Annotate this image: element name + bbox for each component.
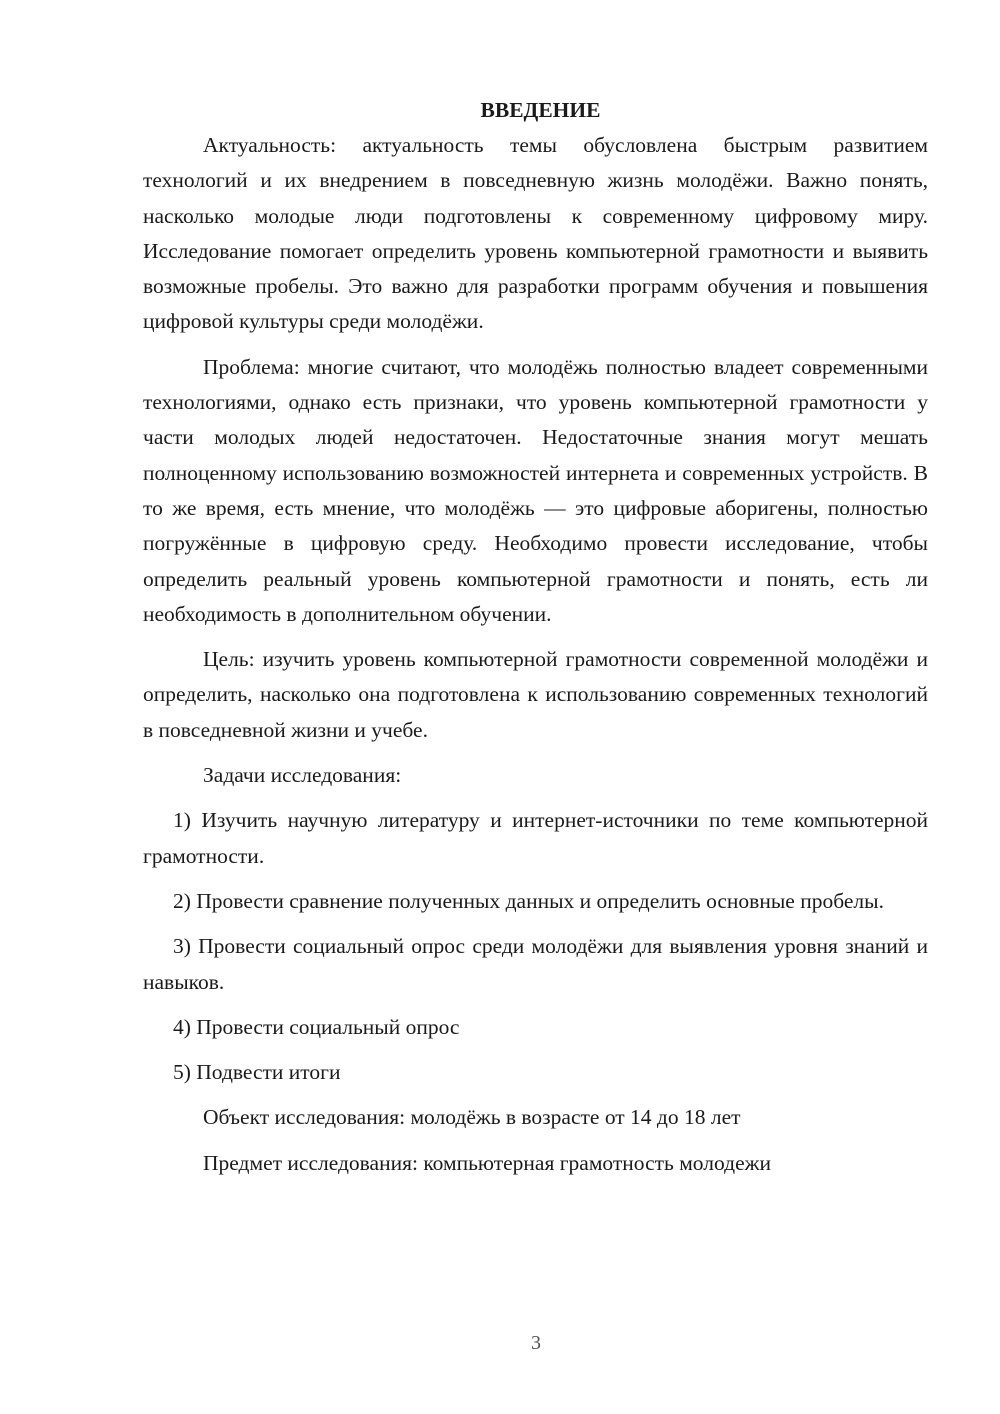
task-item-4: 4) Провести социальный опрос <box>173 1014 460 1039</box>
research-subject: Предмет исследования: компьютерная грамотность молодежи <box>203 1150 771 1175</box>
task-item-2: 2) Провести сравнение полученных данных и определить основные пробелы. <box>173 888 884 913</box>
task-item-3: 3) Провести социальный опрос среди молодёжи для выявления уровня знаний и навыков. <box>143 934 928 994</box>
problem-paragraph: Проблема: многие считают, что молодёжь полностью владеет современными технологиями, однако есть признаки, что уровень компьютерной грамотности у части молодых людей недостаточен. Недостаточные знания могут мешать полноценному использованию возможностей интернета и современных устройств. В то же время, есть мнение, что молодёжь — это цифровые аборигены, полностью погружённые в цифровую среду. Необходимо провести исследование, чтобы определить реальный уровень компьютерной грамотности и понять, есть ли необходимость в дополнительном обучении. <box>143 354 928 626</box>
task-item-5: 5) Подвести итоги <box>173 1060 341 1085</box>
page-title: ВВЕДЕНИЕ <box>480 98 601 122</box>
page-number: 3 <box>531 1332 541 1354</box>
relevance-paragraph: Актуальность: актуальность темы обусловлена быстрым развитием технологий и их внедрением в повседневную жизнь молодёжи. Важно понять, насколько молодые люди подготовлены к современному цифровому миру. Исследование помогает определить уровень компьютерной грамотности и выявить возможные пробелы. Это важно для разработки программ обучения и повышения цифровой культуры среди молодёжи. <box>143 133 928 334</box>
tasks-heading: Задачи исследования: <box>203 763 402 788</box>
research-object: Объект исследования: молодёжь в возрасте от 14 до 18 лет <box>203 1105 741 1130</box>
document-page <box>143 95 928 1181</box>
task-item-1: 1) Изучить научную литературу и интернет-источники по теме компьютерной грамотности. <box>143 808 928 868</box>
goal-paragraph: Цель: изучить уровень компьютерной грамотности современной молодёжи и определить, насколько она подготовлена к использованию современных технологий в повседневной жизни и учебе. <box>143 647 928 742</box>
